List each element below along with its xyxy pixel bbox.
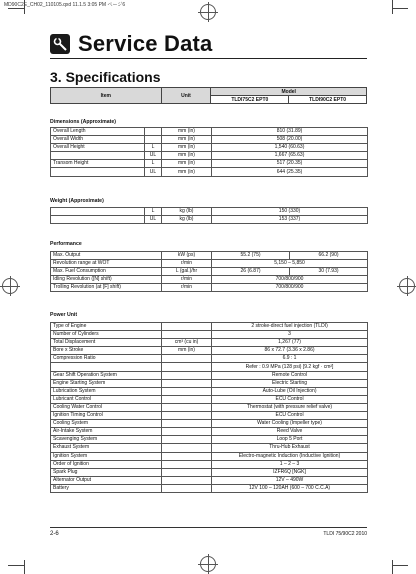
row-item: Scavenging System [51, 436, 162, 444]
row-value: Electro-magnetic Induction (Inductive Ignition) [212, 452, 368, 460]
crop-mark [392, 560, 393, 574]
performance-title: Performance [50, 241, 82, 247]
page-number: 2-6 [50, 531, 59, 537]
row-unit [162, 484, 212, 492]
footer-rule [50, 527, 367, 528]
item-header: Item [51, 88, 162, 104]
table-row [51, 428, 368, 436]
crop-mark [24, 0, 25, 14]
row-item: Overall Width [51, 136, 145, 144]
row-value: Remote Control [212, 371, 368, 379]
table-row [51, 144, 368, 152]
row-item: Overall Length [51, 128, 145, 136]
table-row [51, 276, 368, 284]
crop-mark [392, 8, 408, 9]
row-unit: r/min [162, 284, 212, 292]
table-row [51, 160, 368, 168]
crop-mark [8, 8, 24, 9]
row-item: Battery [51, 484, 162, 492]
row-value: Refer : 0.9 MPa (128 psi) [9.2 kgf · cm²] [212, 363, 368, 371]
row-item: Ignition Timing Control [51, 412, 162, 420]
table-row [51, 323, 368, 331]
table-row [51, 484, 368, 492]
row-item [51, 168, 145, 176]
power-unit-table [50, 322, 368, 493]
row-item: Cooling Water Control [51, 403, 162, 411]
row-value: 3 [212, 331, 368, 339]
row-unit [162, 355, 212, 363]
table-row [51, 208, 368, 216]
crop-mark [8, 565, 24, 566]
row-value: 2 stroke-direct fuel injection (TLDI) [212, 323, 368, 331]
model-header-table [50, 87, 367, 104]
row-item: Spark Plug [51, 468, 162, 476]
row-value: 1,667 (65.63) [212, 152, 368, 160]
row-item [51, 216, 145, 224]
row-value-a: 26 (6.87) [212, 268, 290, 276]
row-value: IZFR6Q [NGK] [212, 468, 368, 476]
table-row [51, 379, 368, 387]
row-value-b: 30 (7.93) [290, 268, 368, 276]
table-row [51, 168, 368, 176]
registration-mark [399, 278, 415, 294]
unit-header: Unit [161, 88, 211, 104]
row-unit: kW (ps) [162, 252, 212, 260]
table-row [51, 128, 368, 136]
registration-mark [2, 278, 18, 294]
row-unit [162, 379, 212, 387]
row-unit: mm (in) [162, 347, 212, 355]
row-unit: kg (lb) [162, 208, 212, 216]
table-row [51, 347, 368, 355]
row-item: Compression Ratio [51, 355, 162, 363]
row-unit [162, 412, 212, 420]
row-value-b: 66.2 (90) [290, 252, 368, 260]
row-item: Total Displacement [51, 339, 162, 347]
row-item: Number of Cylinders [51, 331, 162, 339]
row-item: Overall Height [51, 144, 145, 152]
row-item: Revolution range at WOT [51, 260, 162, 268]
registration-mark [200, 556, 216, 572]
row-value: Electric Starting [212, 379, 368, 387]
row-unit: L (gal.)/hr [162, 268, 212, 276]
row-item: Ignition System [51, 452, 162, 460]
wrench-logo-icon [50, 34, 70, 54]
weight-table [50, 207, 368, 224]
row-unit [162, 436, 212, 444]
table-row [51, 363, 368, 371]
row-item: Air-Intake System [51, 428, 162, 436]
row-sub: UL [145, 216, 162, 224]
table-row [51, 468, 368, 476]
row-unit [162, 363, 212, 371]
table-row [51, 268, 368, 276]
row-item [51, 152, 145, 160]
row-unit [162, 371, 212, 379]
row-sub: L [145, 208, 162, 216]
row-value: Thermostat (with pressure relief valve) [212, 403, 368, 411]
row-unit [162, 420, 212, 428]
row-value: ECU Control [212, 412, 368, 420]
row-item: Max. Fuel Consumption [51, 268, 162, 276]
row-value: Loop 5 Port [212, 436, 368, 444]
row-value: 86 x 72.7 (3.36 x 2.86) [212, 347, 368, 355]
row-value: Water Cooling (Impeller type) [212, 420, 368, 428]
row-value-a: 55.2 (75) [212, 252, 290, 260]
model-b-header: TLDI90C2 EPT0 [289, 96, 367, 104]
row-item: Order of Ignition [51, 460, 162, 468]
table-row [51, 355, 368, 363]
row-unit: mm (in) [162, 168, 212, 176]
row-value: 700/800/900 [212, 284, 368, 292]
row-unit [162, 403, 212, 411]
table-row [51, 136, 368, 144]
table-row [51, 452, 368, 460]
row-unit: mm (in) [162, 160, 212, 168]
row-value: 12V 100 – 120AH (600 – 700 C.C.A) [212, 484, 368, 492]
row-item: Max. Output [51, 252, 162, 260]
row-item: Transom Height [51, 160, 145, 168]
row-item: Lubricant Control [51, 395, 162, 403]
registration-mark [200, 4, 216, 20]
row-value: ECU Control [212, 395, 368, 403]
table-row [51, 395, 368, 403]
row-value: 810 (31.89) [212, 128, 368, 136]
row-value: 1,267 (77) [212, 339, 368, 347]
table-row [51, 284, 368, 292]
row-value: 12V – 490W [212, 476, 368, 484]
row-item: Cooling System [51, 420, 162, 428]
table-row [51, 252, 368, 260]
row-unit [162, 460, 212, 468]
document-id: TLDI 75/90C2 2010 [323, 531, 367, 537]
table-row [51, 420, 368, 428]
file-header: MD90C2E_CH02_110105.qxd 11.1.5 3:05 PM ページ6 [4, 2, 126, 8]
row-item: Alternator Output [51, 476, 162, 484]
row-sub [145, 128, 162, 136]
row-unit: mm (in) [162, 152, 212, 160]
power-unit-title: Power Unit [50, 312, 78, 318]
table-row [51, 260, 368, 268]
row-value: Auto-Lube (Oil Injection) [212, 387, 368, 395]
row-sub [145, 136, 162, 144]
table-row [51, 444, 368, 452]
row-unit: mm (in) [162, 128, 212, 136]
crop-mark [24, 560, 25, 574]
row-item [51, 363, 162, 371]
row-item: Engine Starting System [51, 379, 162, 387]
row-unit: mm (in) [162, 144, 212, 152]
weight-title: Weight (Approximate) [50, 198, 104, 204]
row-value: 150 (330) [212, 208, 368, 216]
crop-mark [392, 565, 408, 566]
row-unit: mm (in) [162, 136, 212, 144]
row-item: Trolling Revolution (at [F] shift) [51, 284, 162, 292]
row-item: Bore x Stroke [51, 347, 162, 355]
model-a-header: TLDI75C2 EPT0 [211, 96, 289, 104]
row-value: Thru-Hub Exhaust [212, 444, 368, 452]
row-unit: r/min [162, 260, 212, 268]
row-value: 644 (25.35) [212, 168, 368, 176]
row-unit [162, 395, 212, 403]
row-unit [162, 476, 212, 484]
dimensions-title: Dimensions (Approximate) [50, 119, 117, 125]
table-row [51, 476, 368, 484]
row-sub: L [145, 144, 162, 152]
dimensions-table [50, 127, 368, 177]
row-value: 1,540 (60.63) [212, 144, 368, 152]
row-item [51, 208, 145, 216]
row-value: 517 (20.35) [212, 160, 368, 168]
row-unit [162, 331, 212, 339]
row-unit [162, 444, 212, 452]
row-item: Gear Shift Operation System [51, 371, 162, 379]
row-unit: kg (lb) [162, 216, 212, 224]
row-value: 153 (337) [212, 216, 368, 224]
row-unit [162, 468, 212, 476]
model-header: Model [211, 88, 367, 96]
row-unit: r/min [162, 276, 212, 284]
table-row [51, 331, 368, 339]
row-value: 700/800/900 [212, 276, 368, 284]
section-title: 3. Specifications [50, 69, 161, 85]
table-row [51, 339, 368, 347]
row-sub: UL [145, 168, 162, 176]
page-title: Service Data [78, 31, 213, 56]
row-value: 5,150 – 5,850 [212, 260, 368, 268]
row-item: Lubrication System [51, 387, 162, 395]
row-value: 1 – 2 – 3 [212, 460, 368, 468]
row-value: 6.9 : 1 [212, 355, 368, 363]
row-item: Idling Revolution ([N] shift) [51, 276, 162, 284]
row-unit [162, 387, 212, 395]
row-item: Exhaust System [51, 444, 162, 452]
table-row [51, 152, 368, 160]
table-row [51, 436, 368, 444]
row-item: Type of Engine [51, 323, 162, 331]
table-row [51, 412, 368, 420]
row-unit: cm³ (cu in) [162, 339, 212, 347]
row-unit [162, 428, 212, 436]
performance-table [50, 251, 368, 292]
table-row [51, 403, 368, 411]
row-unit [162, 323, 212, 331]
table-row [51, 371, 368, 379]
table-row [51, 387, 368, 395]
table-row [51, 216, 368, 224]
table-row [51, 460, 368, 468]
row-sub: L [145, 160, 162, 168]
title-rule [50, 58, 367, 59]
row-value: 508 (20.00) [212, 136, 368, 144]
row-sub: UL [145, 152, 162, 160]
row-value: Reed Valve [212, 428, 368, 436]
crop-mark [392, 0, 393, 14]
row-unit [162, 452, 212, 460]
